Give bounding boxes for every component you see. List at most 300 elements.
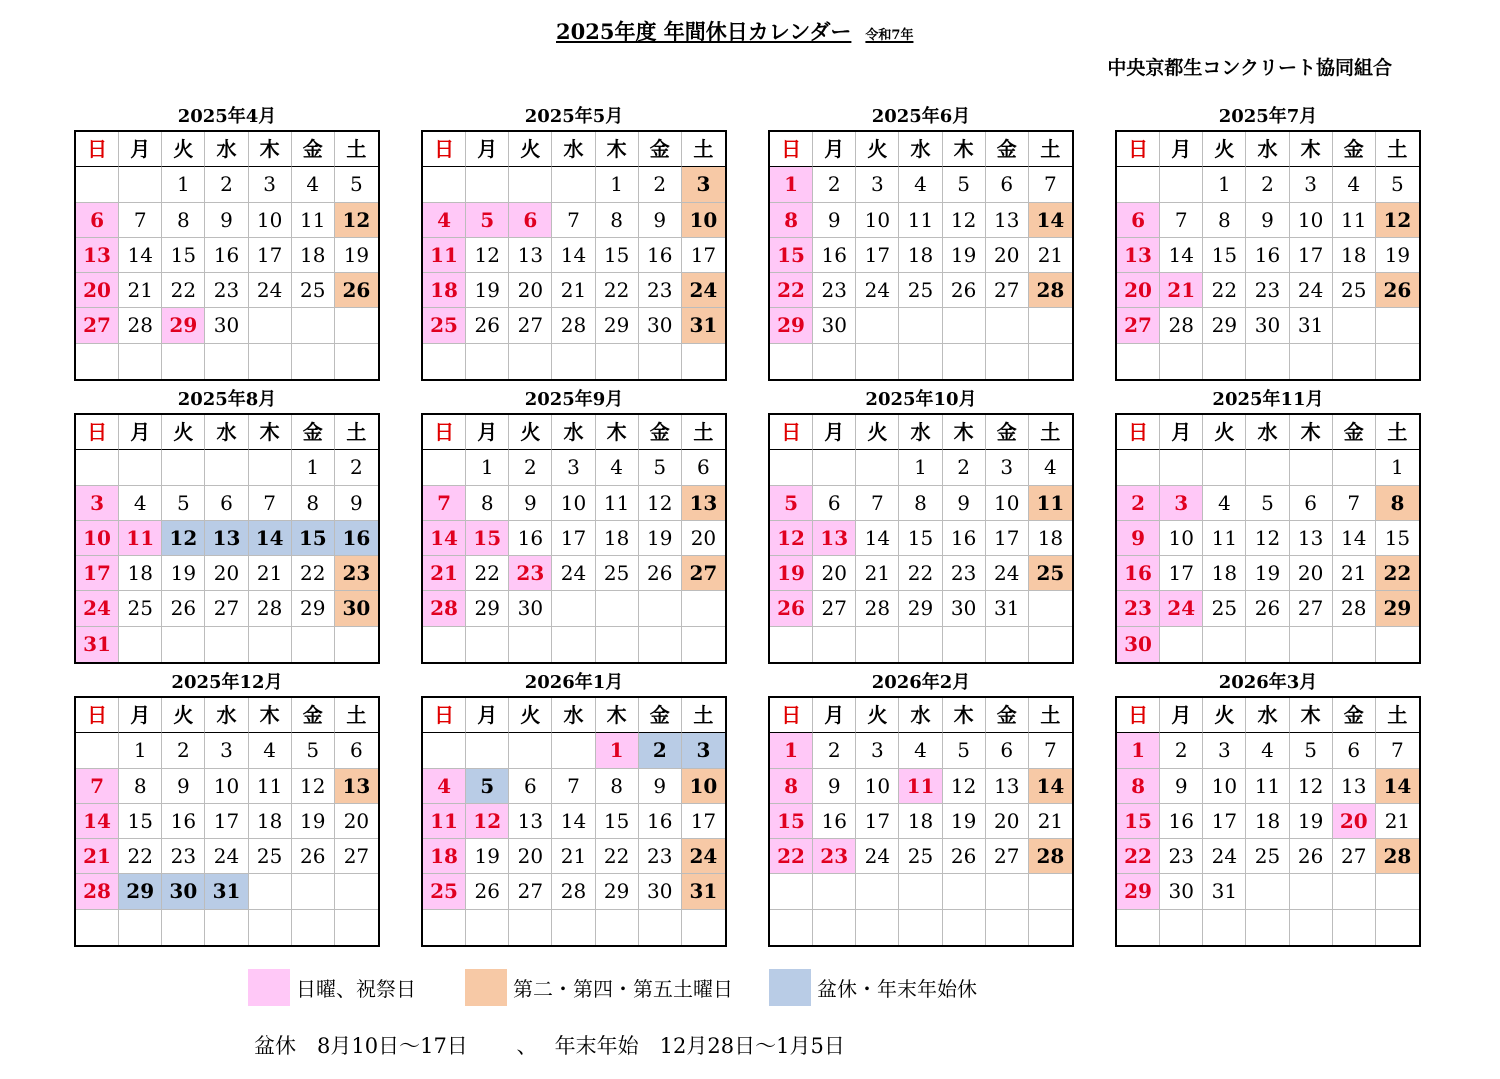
month-calendar [768, 672, 1074, 947]
day-cell: 3 [249, 167, 292, 202]
day-cell: 11 [423, 804, 466, 839]
empty-cell [335, 627, 378, 662]
empty-cell [1203, 910, 1246, 945]
weekday-header: 火 [509, 415, 552, 450]
weekday-header: 月 [813, 415, 856, 450]
day-cell: 19 [770, 556, 813, 591]
day-cell: 5 [335, 167, 378, 202]
day-cell: 20 [205, 556, 248, 591]
weekday-header: 金 [986, 415, 1029, 450]
month-title: 2025年11月 [1212, 389, 1324, 410]
weekday-header: 水 [899, 415, 942, 450]
empty-cell [770, 344, 813, 379]
day-cell: 29 [119, 874, 162, 909]
day-cell: 23 [1160, 839, 1203, 874]
day-cell: 9 [639, 769, 682, 804]
empty-cell [1333, 344, 1376, 379]
month-calendar [1115, 389, 1421, 664]
day-cell: 15 [1376, 521, 1419, 556]
day-cell: 18 [899, 804, 942, 839]
day-cell: 17 [76, 556, 119, 591]
day-cell: 2 [1117, 486, 1160, 521]
empty-cell [639, 344, 682, 379]
weekday-header: 木 [1290, 132, 1333, 167]
weekday-header: 金 [1333, 415, 1376, 450]
weekday-header: 木 [1290, 415, 1333, 450]
day-cell: 5 [639, 450, 682, 485]
day-cell: 3 [856, 167, 899, 202]
day-cell: 18 [596, 521, 639, 556]
day-cell: 1 [1376, 450, 1419, 485]
empty-cell [119, 450, 162, 485]
weekday-header: 木 [943, 698, 986, 733]
day-cell: 11 [1203, 521, 1246, 556]
weekday-header: 日 [1117, 132, 1160, 167]
weekday-header: 土 [682, 132, 725, 167]
day-cell: 12 [639, 486, 682, 521]
day-cell: 14 [856, 521, 899, 556]
month-grid [1115, 696, 1421, 947]
weekday-header: 土 [1029, 415, 1072, 450]
day-cell: 23 [943, 556, 986, 591]
day-cell: 22 [899, 556, 942, 591]
day-cell: 7 [1333, 486, 1376, 521]
day-cell: 10 [1203, 769, 1246, 804]
weekday-header: 火 [162, 415, 205, 450]
day-cell: 13 [335, 769, 378, 804]
day-cell: 6 [682, 450, 725, 485]
day-cell: 4 [292, 167, 335, 202]
day-cell: 8 [899, 486, 942, 521]
day-cell: 3 [76, 486, 119, 521]
month-grid [768, 696, 1074, 947]
day-cell: 10 [856, 203, 899, 238]
empty-cell [292, 308, 335, 343]
day-cell: 28 [856, 591, 899, 626]
day-cell: 29 [1376, 591, 1419, 626]
day-cell: 31 [986, 591, 1029, 626]
weekday-header: 月 [813, 698, 856, 733]
day-cell: 18 [1333, 238, 1376, 273]
day-cell: 26 [1376, 273, 1419, 308]
day-cell: 7 [552, 769, 595, 804]
day-cell: 19 [943, 238, 986, 273]
empty-cell [1376, 874, 1419, 909]
month-title: 2025年6月 [871, 106, 971, 127]
weekday-header: 土 [1376, 698, 1419, 733]
day-cell: 2 [639, 167, 682, 202]
day-cell: 30 [639, 874, 682, 909]
day-cell: 13 [509, 238, 552, 273]
day-cell: 30 [509, 591, 552, 626]
day-cell: 15 [770, 238, 813, 273]
empty-cell [1290, 450, 1333, 485]
empty-cell [1376, 344, 1419, 379]
day-cell: 7 [119, 203, 162, 238]
empty-cell [335, 874, 378, 909]
day-cell: 29 [770, 308, 813, 343]
day-cell: 22 [596, 273, 639, 308]
day-cell: 18 [119, 556, 162, 591]
empty-cell [466, 627, 509, 662]
month-calendar [421, 389, 727, 664]
day-cell: 30 [205, 308, 248, 343]
day-cell: 23 [639, 839, 682, 874]
day-cell: 10 [1290, 203, 1333, 238]
empty-cell [1160, 627, 1203, 662]
day-cell: 7 [552, 203, 595, 238]
day-cell: 15 [119, 804, 162, 839]
day-cell: 11 [899, 203, 942, 238]
legend-item-saturday [465, 968, 733, 1006]
month-title: 2026年2月 [871, 672, 971, 693]
day-cell: 24 [1290, 273, 1333, 308]
day-cell: 20 [682, 521, 725, 556]
day-cell: 1 [292, 450, 335, 485]
weekday-header: 木 [249, 132, 292, 167]
day-cell: 28 [552, 874, 595, 909]
day-cell: 27 [509, 874, 552, 909]
weekday-header: 木 [1290, 698, 1333, 733]
day-cell: 11 [596, 486, 639, 521]
day-cell: 26 [943, 839, 986, 874]
day-cell: 28 [1029, 839, 1072, 874]
day-cell: 5 [466, 203, 509, 238]
day-cell: 8 [1203, 203, 1246, 238]
day-cell: 17 [856, 238, 899, 273]
day-cell: 30 [639, 308, 682, 343]
empty-cell [162, 450, 205, 485]
day-cell: 29 [1117, 874, 1160, 909]
day-cell: 20 [76, 273, 119, 308]
month-grid [1115, 130, 1421, 381]
day-cell: 25 [249, 839, 292, 874]
day-cell: 22 [1203, 273, 1246, 308]
weekday-header: 月 [466, 132, 509, 167]
weekday-header: 金 [292, 698, 335, 733]
weekday-header: 金 [1333, 698, 1376, 733]
day-cell: 9 [1246, 203, 1289, 238]
weekday-header: 日 [76, 415, 119, 450]
empty-cell [1290, 874, 1333, 909]
day-cell: 13 [1333, 769, 1376, 804]
day-cell: 13 [682, 486, 725, 521]
page-title [556, 16, 913, 46]
weekday-header: 日 [423, 415, 466, 450]
weekday-header: 日 [423, 132, 466, 167]
day-cell: 3 [986, 450, 1029, 485]
day-cell: 22 [596, 839, 639, 874]
day-cell: 16 [813, 804, 856, 839]
weekday-header: 水 [205, 132, 248, 167]
day-cell: 9 [162, 769, 205, 804]
day-cell: 12 [292, 769, 335, 804]
day-cell: 18 [1203, 556, 1246, 591]
day-cell: 29 [466, 591, 509, 626]
empty-cell [1376, 308, 1419, 343]
empty-cell [986, 874, 1029, 909]
legend-item-vacation [769, 968, 977, 1006]
day-cell: 12 [770, 521, 813, 556]
day-cell: 12 [466, 238, 509, 273]
empty-cell [1333, 308, 1376, 343]
day-cell: 10 [986, 486, 1029, 521]
weekday-header: 金 [639, 415, 682, 450]
day-cell: 19 [466, 273, 509, 308]
empty-cell [249, 874, 292, 909]
empty-cell [1029, 910, 1072, 945]
empty-cell [292, 910, 335, 945]
empty-cell [770, 627, 813, 662]
day-cell: 6 [986, 167, 1029, 202]
day-cell: 17 [1160, 556, 1203, 591]
day-cell: 5 [162, 486, 205, 521]
day-cell: 25 [423, 874, 466, 909]
month-title: 2025年10月 [865, 389, 977, 410]
empty-cell [1117, 450, 1160, 485]
empty-cell [119, 344, 162, 379]
empty-cell [1160, 344, 1203, 379]
empty-cell [1203, 627, 1246, 662]
day-cell: 28 [1029, 273, 1072, 308]
day-cell: 21 [423, 556, 466, 591]
empty-cell [509, 910, 552, 945]
day-cell: 7 [856, 486, 899, 521]
day-cell: 19 [1246, 556, 1289, 591]
month-grid [421, 696, 727, 947]
day-cell: 30 [1117, 627, 1160, 662]
empty-cell [856, 344, 899, 379]
empty-cell [596, 627, 639, 662]
empty-cell [205, 450, 248, 485]
empty-cell [509, 627, 552, 662]
empty-cell [943, 627, 986, 662]
empty-cell [682, 627, 725, 662]
day-cell: 29 [292, 591, 335, 626]
day-cell: 8 [292, 486, 335, 521]
day-cell: 31 [1203, 874, 1246, 909]
empty-cell [986, 627, 1029, 662]
day-cell: 17 [986, 521, 1029, 556]
day-cell: 4 [1333, 167, 1376, 202]
day-cell: 4 [423, 203, 466, 238]
day-cell: 20 [813, 556, 856, 591]
day-cell: 16 [509, 521, 552, 556]
empty-cell [466, 344, 509, 379]
day-cell: 6 [76, 203, 119, 238]
day-cell: 27 [813, 591, 856, 626]
empty-cell [205, 627, 248, 662]
day-cell: 13 [1290, 521, 1333, 556]
day-cell: 21 [552, 839, 595, 874]
weekday-header: 月 [119, 698, 162, 733]
day-cell: 18 [292, 238, 335, 273]
weekday-header: 金 [639, 132, 682, 167]
day-cell: 31 [1290, 308, 1333, 343]
empty-cell [1246, 344, 1289, 379]
weekday-header: 月 [466, 415, 509, 450]
day-cell: 17 [249, 238, 292, 273]
day-cell: 21 [856, 556, 899, 591]
day-cell: 27 [682, 556, 725, 591]
empty-cell [1160, 910, 1203, 945]
day-cell: 1 [119, 733, 162, 768]
empty-cell [249, 910, 292, 945]
day-cell: 2 [509, 450, 552, 485]
day-cell: 7 [1160, 203, 1203, 238]
day-cell: 28 [552, 308, 595, 343]
day-cell: 24 [682, 273, 725, 308]
empty-cell [856, 910, 899, 945]
empty-cell [1246, 874, 1289, 909]
day-cell: 12 [1246, 521, 1289, 556]
day-cell: 23 [1117, 591, 1160, 626]
empty-cell [552, 591, 595, 626]
day-cell: 21 [1029, 238, 1072, 273]
day-cell: 21 [249, 556, 292, 591]
weekday-header: 火 [856, 132, 899, 167]
day-cell: 24 [856, 273, 899, 308]
empty-cell [986, 344, 1029, 379]
day-cell: 24 [1160, 591, 1203, 626]
day-cell: 3 [682, 733, 725, 768]
day-cell: 25 [1246, 839, 1289, 874]
day-cell: 11 [119, 521, 162, 556]
day-cell: 27 [335, 839, 378, 874]
day-cell: 21 [1333, 556, 1376, 591]
day-cell: 15 [1117, 804, 1160, 839]
day-cell: 13 [76, 238, 119, 273]
day-cell: 28 [423, 591, 466, 626]
day-cell: 3 [856, 733, 899, 768]
weekday-header: 火 [1203, 132, 1246, 167]
day-cell: 20 [986, 804, 1029, 839]
empty-cell [986, 910, 1029, 945]
day-cell: 17 [205, 804, 248, 839]
empty-cell [76, 450, 119, 485]
empty-cell [466, 910, 509, 945]
weekday-header: 土 [335, 415, 378, 450]
day-cell: 20 [1117, 273, 1160, 308]
day-cell: 16 [1246, 238, 1289, 273]
day-cell: 27 [986, 839, 1029, 874]
weekday-header: 水 [205, 415, 248, 450]
day-cell: 1 [899, 450, 942, 485]
day-cell: 1 [162, 167, 205, 202]
day-cell: 8 [596, 203, 639, 238]
day-cell: 24 [249, 273, 292, 308]
empty-cell [1246, 450, 1289, 485]
month-calendar [74, 672, 380, 947]
day-cell: 12 [162, 521, 205, 556]
day-cell: 5 [770, 486, 813, 521]
day-cell: 6 [813, 486, 856, 521]
empty-cell [1246, 910, 1289, 945]
day-cell: 24 [856, 839, 899, 874]
day-cell: 26 [335, 273, 378, 308]
empty-cell [552, 167, 595, 202]
day-cell: 20 [986, 238, 1029, 273]
day-cell: 1 [1117, 733, 1160, 768]
weekday-header: 木 [596, 132, 639, 167]
day-cell: 11 [899, 769, 942, 804]
day-cell: 4 [1029, 450, 1072, 485]
day-cell: 22 [119, 839, 162, 874]
day-cell: 6 [335, 733, 378, 768]
day-cell: 16 [205, 238, 248, 273]
day-cell: 29 [596, 874, 639, 909]
weekday-header: 水 [1246, 415, 1289, 450]
day-cell: 15 [596, 804, 639, 839]
day-cell: 23 [813, 273, 856, 308]
day-cell: 14 [552, 238, 595, 273]
empty-cell [596, 591, 639, 626]
day-cell: 5 [943, 733, 986, 768]
empty-cell [1117, 344, 1160, 379]
weekday-header: 火 [1203, 415, 1246, 450]
empty-cell [1290, 627, 1333, 662]
day-cell: 25 [899, 839, 942, 874]
day-cell: 14 [249, 521, 292, 556]
weekday-header: 土 [1029, 132, 1072, 167]
day-cell: 16 [813, 238, 856, 273]
day-cell: 18 [423, 273, 466, 308]
day-cell: 30 [335, 591, 378, 626]
month-grid [74, 130, 380, 381]
weekday-header: 月 [813, 132, 856, 167]
empty-cell [1376, 910, 1419, 945]
day-cell: 25 [1333, 273, 1376, 308]
day-cell: 17 [1203, 804, 1246, 839]
day-cell: 7 [76, 769, 119, 804]
empty-cell [1203, 344, 1246, 379]
empty-cell [76, 910, 119, 945]
day-cell: 22 [162, 273, 205, 308]
day-cell: 16 [943, 521, 986, 556]
month-grid [421, 130, 727, 381]
day-cell: 7 [423, 486, 466, 521]
day-cell: 31 [682, 308, 725, 343]
day-cell: 18 [1029, 521, 1072, 556]
day-cell: 22 [466, 556, 509, 591]
empty-cell [899, 344, 942, 379]
day-cell: 1 [596, 167, 639, 202]
weekday-header: 日 [423, 698, 466, 733]
day-cell: 14 [423, 521, 466, 556]
day-cell: 8 [466, 486, 509, 521]
day-cell: 23 [205, 273, 248, 308]
day-cell: 28 [76, 874, 119, 909]
day-cell: 6 [509, 769, 552, 804]
day-cell: 21 [552, 273, 595, 308]
day-cell: 5 [1290, 733, 1333, 768]
day-cell: 19 [162, 556, 205, 591]
weekday-header: 水 [899, 698, 942, 733]
empty-cell [249, 308, 292, 343]
empty-cell [856, 308, 899, 343]
empty-cell [899, 874, 942, 909]
empty-cell [509, 167, 552, 202]
day-cell: 25 [1203, 591, 1246, 626]
empty-cell [162, 627, 205, 662]
day-cell: 10 [76, 521, 119, 556]
day-cell: 15 [770, 804, 813, 839]
day-cell: 18 [899, 238, 942, 273]
day-cell: 23 [813, 839, 856, 874]
month-calendar [1115, 672, 1421, 947]
day-cell: 26 [770, 591, 813, 626]
day-cell: 12 [943, 769, 986, 804]
